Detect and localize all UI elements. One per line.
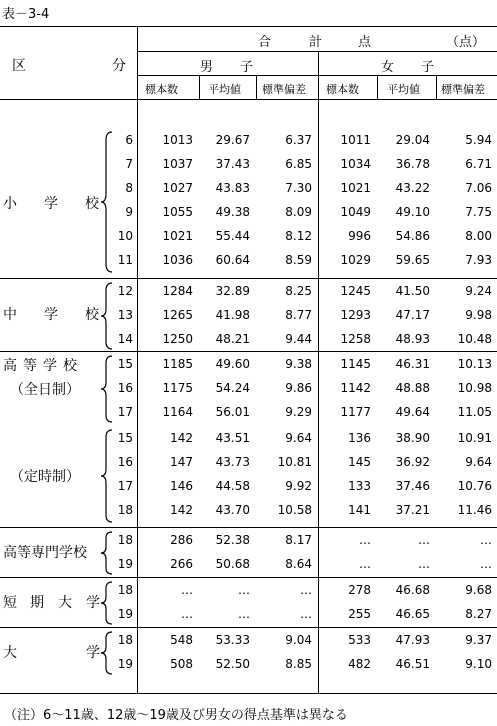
value-cell: … xyxy=(359,557,371,571)
value-cell: 10.98 xyxy=(457,381,492,395)
age-cell: 15 xyxy=(117,431,133,445)
value-cell: 56.01 xyxy=(215,405,250,419)
value-cell: 48.88 xyxy=(395,381,430,395)
value-cell: 9.10 xyxy=(465,657,492,671)
value-cell: 1029 xyxy=(340,253,371,267)
value-cell: 1049 xyxy=(340,205,371,219)
col-header-sd: 標準偏差 xyxy=(262,83,306,96)
age-cell: 9 xyxy=(125,205,133,219)
value-cell: 6.37 xyxy=(285,133,312,147)
age-cell: 13 xyxy=(117,308,133,322)
value-cell: 9.98 xyxy=(465,308,492,322)
age-cell: 7 xyxy=(125,157,133,171)
table-top-border xyxy=(0,26,497,27)
age-cell: 17 xyxy=(117,405,133,419)
age-cell: 10 xyxy=(117,229,133,243)
value-cell: 54.24 xyxy=(215,381,250,395)
subcol-divider xyxy=(256,75,257,99)
value-cell: 8.77 xyxy=(285,308,312,322)
value-cell: 11.46 xyxy=(457,503,492,517)
value-cell: 8.00 xyxy=(465,229,492,243)
group-separator xyxy=(0,577,497,578)
group-label-junior-college: 期 xyxy=(30,595,44,611)
total-header-underline xyxy=(137,51,497,52)
value-cell: 8.17 xyxy=(285,533,312,547)
value-cell: 6.71 xyxy=(465,157,492,171)
group-label-part-time: （定時制） xyxy=(10,469,80,485)
value-cell: 1036 xyxy=(162,253,193,267)
age-cell: 11 xyxy=(117,253,133,267)
value-cell: 8.09 xyxy=(285,205,312,219)
value-cell: 1142 xyxy=(340,381,371,395)
value-cell: 147 xyxy=(170,455,193,469)
group-label-junior-college: 大 xyxy=(58,595,72,611)
section-header: 分 xyxy=(112,58,126,74)
value-cell: 1055 xyxy=(162,205,193,219)
value-cell: 9.44 xyxy=(285,332,312,346)
female-header: 女 xyxy=(381,60,395,75)
value-cell: 9.29 xyxy=(285,405,312,419)
col-header-sd: 標準偏差 xyxy=(441,83,485,96)
value-cell: 10.48 xyxy=(457,332,492,346)
col-header-n: 標本数 xyxy=(326,83,359,96)
value-cell: 47.93 xyxy=(395,633,430,647)
value-cell: 8.59 xyxy=(285,253,312,267)
value-cell: 50.68 xyxy=(215,557,250,571)
age-cell: 19 xyxy=(117,657,133,671)
value-cell: 9.38 xyxy=(285,357,312,371)
value-cell: 7.93 xyxy=(465,253,492,267)
value-cell: 8.12 xyxy=(285,229,312,243)
male-header: 子 xyxy=(240,60,254,75)
value-cell: 60.64 xyxy=(215,253,250,267)
value-cell: 7.30 xyxy=(285,181,312,195)
value-cell: 7.06 xyxy=(465,181,492,195)
value-cell: 10.76 xyxy=(457,479,492,493)
group-label-technical-college: 高等専門学校 xyxy=(3,545,87,561)
age-cell: 6 xyxy=(125,133,133,147)
unit-label: （点） xyxy=(446,35,486,50)
subcol-divider xyxy=(199,75,200,99)
value-cell: 142 xyxy=(170,503,193,517)
value-cell: 29.04 xyxy=(395,133,430,147)
subcol-divider xyxy=(436,75,437,99)
value-cell: 1021 xyxy=(162,229,193,243)
col-header-n: 標本数 xyxy=(145,83,178,96)
age-cell: 16 xyxy=(117,381,133,395)
value-cell: 1185 xyxy=(162,357,193,371)
value-cell: 142 xyxy=(170,431,193,445)
value-cell: 48.21 xyxy=(215,332,250,346)
group-label-junior-high: 中 xyxy=(3,307,17,323)
age-cell: 14 xyxy=(117,332,133,346)
value-cell: 32.89 xyxy=(215,284,250,298)
value-cell: 49.60 xyxy=(215,357,250,371)
value-cell: 43.22 xyxy=(395,181,430,195)
value-cell: … xyxy=(359,533,371,547)
value-cell: 1164 xyxy=(162,405,193,419)
value-cell: 9.37 xyxy=(465,633,492,647)
value-cell: 49.10 xyxy=(395,205,430,219)
value-cell: 10.58 xyxy=(277,503,312,517)
value-cell: 286 xyxy=(170,533,193,547)
age-cell: 18 xyxy=(117,533,133,547)
value-cell: 145 xyxy=(348,455,371,469)
value-cell: … xyxy=(480,557,492,571)
value-cell: 9.64 xyxy=(465,455,492,469)
header-bottom-border xyxy=(0,99,497,100)
group-label-junior-high: 学 xyxy=(44,307,58,323)
value-cell: 1245 xyxy=(340,284,371,298)
value-cell: 41.50 xyxy=(395,284,430,298)
value-cell: 533 xyxy=(348,633,371,647)
group-separator xyxy=(0,351,497,352)
value-cell: … xyxy=(300,583,312,597)
value-cell: 36.92 xyxy=(395,455,430,469)
value-cell: 43.70 xyxy=(215,503,250,517)
value-cell: 1027 xyxy=(162,181,193,195)
group-label-university: 学 xyxy=(86,645,100,661)
value-cell: 49.64 xyxy=(395,405,430,419)
value-cell: 5.94 xyxy=(465,133,492,147)
group-label-elementary: 学 xyxy=(44,196,58,212)
group-separator xyxy=(0,527,497,528)
value-cell: 141 xyxy=(348,503,371,517)
group-label-elementary: 小 xyxy=(3,196,17,212)
value-cell: 55.44 xyxy=(215,229,250,243)
col-header-mean: 平均値 xyxy=(208,83,241,96)
group-label-full-time: （全日制） xyxy=(10,382,80,398)
value-cell: 6.85 xyxy=(285,157,312,171)
value-cell: 136 xyxy=(348,431,371,445)
value-cell: 1034 xyxy=(340,157,371,171)
value-cell: 996 xyxy=(348,229,371,243)
value-cell: 9.92 xyxy=(285,479,312,493)
table-caption: 表－3-4 xyxy=(2,7,50,22)
value-cell: 52.38 xyxy=(215,533,250,547)
value-cell: 43.51 xyxy=(215,431,250,445)
value-cell: 8.85 xyxy=(285,657,312,671)
age-cell: 18 xyxy=(117,633,133,647)
age-cell: 19 xyxy=(117,607,133,621)
value-cell: 8.27 xyxy=(465,607,492,621)
value-cell: 10.81 xyxy=(277,455,312,469)
value-cell: 52.50 xyxy=(215,657,250,671)
value-cell: 146 xyxy=(170,479,193,493)
col-header-mean: 平均値 xyxy=(387,83,420,96)
group-label-elementary: 校 xyxy=(85,196,99,212)
group-label-junior-college: 学 xyxy=(86,595,100,611)
value-cell: 9.86 xyxy=(285,381,312,395)
value-cell: … xyxy=(418,533,430,547)
value-cell: 482 xyxy=(348,657,371,671)
value-cell: 41.98 xyxy=(215,308,250,322)
value-cell: 49.38 xyxy=(215,205,250,219)
group-label-junior-college: 短 xyxy=(3,595,17,611)
value-cell: … xyxy=(238,583,250,597)
age-cell: 19 xyxy=(117,557,133,571)
value-cell: 1250 xyxy=(162,332,193,346)
value-cell: 11.05 xyxy=(457,405,492,419)
value-cell: 37.43 xyxy=(215,157,250,171)
age-cell: 18 xyxy=(117,583,133,597)
value-cell: 508 xyxy=(170,657,193,671)
value-cell: 1265 xyxy=(162,308,193,322)
value-cell: 1258 xyxy=(340,332,371,346)
value-cell: 9.68 xyxy=(465,583,492,597)
value-cell: 1037 xyxy=(162,157,193,171)
value-cell: 46.68 xyxy=(395,583,430,597)
value-cell: 59.65 xyxy=(395,253,430,267)
value-cell: 43.73 xyxy=(215,455,250,469)
age-cell: 16 xyxy=(117,455,133,469)
value-cell: 10.13 xyxy=(457,357,492,371)
value-cell: 1145 xyxy=(340,357,371,371)
value-cell: 133 xyxy=(348,479,371,493)
table-bottom-border xyxy=(0,693,497,694)
female-header: 子 xyxy=(421,60,435,75)
value-cell: 54.86 xyxy=(395,229,430,243)
value-cell: 8.64 xyxy=(285,557,312,571)
total-label-char: 合 xyxy=(258,35,272,50)
value-cell: 38.90 xyxy=(395,431,430,445)
value-cell: 36.78 xyxy=(395,157,430,171)
gender-header-underline xyxy=(137,75,497,76)
value-cell: 9.24 xyxy=(465,284,492,298)
value-cell: 9.04 xyxy=(285,633,312,647)
value-cell: 278 xyxy=(348,583,371,597)
value-cell: 7.75 xyxy=(465,205,492,219)
value-cell: 548 xyxy=(170,633,193,647)
value-cell: 43.83 xyxy=(215,181,250,195)
value-cell: 29.67 xyxy=(215,133,250,147)
value-cell: 1013 xyxy=(162,133,193,147)
age-cell: 18 xyxy=(117,503,133,517)
group-label-university: 大 xyxy=(3,645,17,661)
value-cell: … xyxy=(181,607,193,621)
total-label-char: 点 xyxy=(358,35,372,50)
value-cell: 1175 xyxy=(162,381,193,395)
value-cell: 1177 xyxy=(340,405,371,419)
value-cell: … xyxy=(181,583,193,597)
group-label-junior-high: 校 xyxy=(85,307,99,323)
group-separator xyxy=(0,627,497,628)
male-header: 男 xyxy=(200,60,214,75)
value-cell: 8.25 xyxy=(285,284,312,298)
value-cell: 1021 xyxy=(340,181,371,195)
value-cell: … xyxy=(480,533,492,547)
value-cell: 46.65 xyxy=(395,607,430,621)
value-cell: 9.64 xyxy=(285,431,312,445)
value-cell: 48.93 xyxy=(395,332,430,346)
subcol-divider xyxy=(377,75,378,99)
group-label-high-school: 高等学校 xyxy=(3,358,83,374)
footnote: （注）6～11歳、12歳～19歳及び男女の得点基準は異なる xyxy=(4,708,348,723)
age-cell: 8 xyxy=(125,181,133,195)
value-cell: 47.17 xyxy=(395,308,430,322)
value-cell: 255 xyxy=(348,607,371,621)
value-cell: 46.31 xyxy=(395,357,430,371)
age-cell: 12 xyxy=(117,284,133,298)
value-cell: 53.33 xyxy=(215,633,250,647)
value-cell: 37.21 xyxy=(395,503,430,517)
age-cell: 15 xyxy=(117,357,133,371)
value-cell: … xyxy=(300,607,312,621)
value-cell: … xyxy=(238,607,250,621)
value-cell: 1293 xyxy=(340,308,371,322)
value-cell: 10.91 xyxy=(457,431,492,445)
value-cell: 37.46 xyxy=(395,479,430,493)
age-cell: 17 xyxy=(117,479,133,493)
value-cell: … xyxy=(418,557,430,571)
value-cell: 1284 xyxy=(162,284,193,298)
value-cell: 46.51 xyxy=(395,657,430,671)
value-cell: 44.58 xyxy=(215,479,250,493)
value-cell: 266 xyxy=(170,557,193,571)
group-separator xyxy=(0,278,497,279)
total-label-char: 計 xyxy=(309,35,323,50)
value-cell: 1011 xyxy=(340,133,371,147)
section-header: 区 xyxy=(12,58,26,74)
